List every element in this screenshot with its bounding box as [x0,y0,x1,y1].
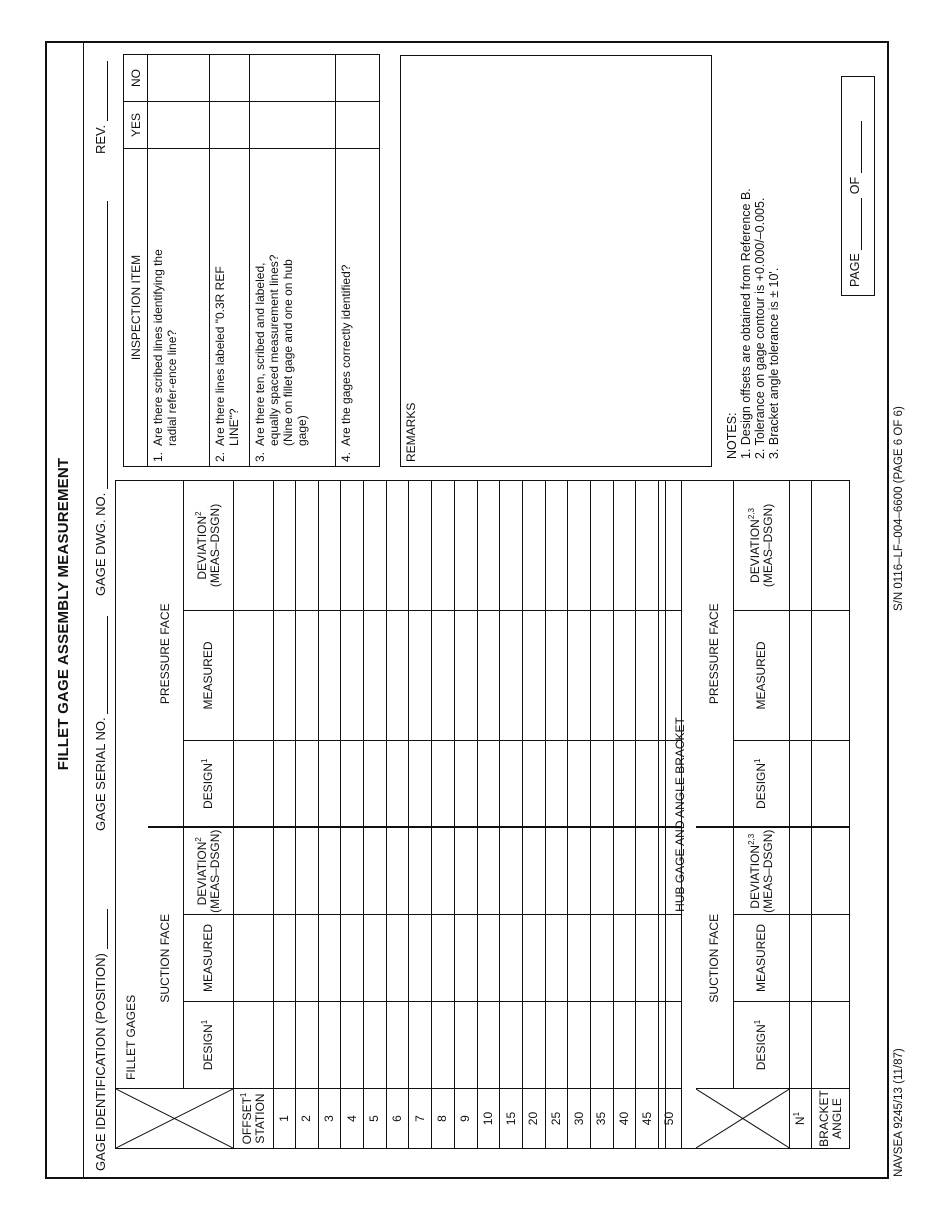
hub-cell[interactable] [790,741,812,828]
hub-pressure-measured-header: MEASURED [734,611,790,741]
measurement-cell[interactable] [500,915,523,1002]
inspection-no-cell[interactable] [250,55,336,102]
fillet-pressure-face-header: PRESSURE FACE [148,480,184,827]
notes-title: NOTES: [725,412,739,459]
hub-cell[interactable] [790,611,812,741]
rev-label: REV. [93,124,108,154]
page-label: PAGE [848,253,862,287]
form-title: FILLET GAGE ASSEMBLY MEASUREMENT [55,457,72,771]
hub-cell[interactable] [812,1002,850,1089]
inspection-item: 4.Are the gages correctly identified? [336,149,380,467]
station-row [409,480,432,1148]
measurement-cell[interactable] [477,1002,500,1089]
measurement-cell[interactable] [613,915,636,1002]
measurement-cell[interactable] [234,741,274,828]
measurement-cell[interactable] [522,741,545,828]
fillet-gages-table [115,480,682,1149]
measurement-cell[interactable] [409,915,432,1002]
station-row [274,480,296,1148]
station-label: 50 [659,1089,682,1149]
measurement-cell[interactable] [234,1002,274,1089]
remarks-box[interactable] [400,55,712,467]
hub-cell[interactable] [812,611,850,741]
measurement-cell[interactable] [318,1002,341,1089]
station-row [545,480,568,1148]
inspection-yes-cell[interactable] [250,102,336,149]
fillet-suction-measured-header: MEASURED [184,915,234,1002]
hub-cell[interactable] [812,480,850,610]
station-row [432,480,455,1148]
measurement-cell[interactable] [613,480,636,610]
hub-cell[interactable] [812,741,850,828]
station-label: 8 [432,1089,455,1149]
measurement-cell[interactable] [341,828,364,915]
gage-serial-field[interactable] [93,616,108,831]
station-row [386,480,409,1148]
station-label: 2 [296,1089,319,1149]
measurement-cell[interactable] [386,1002,409,1089]
fillet-pressure-deviation-header: DEVIATION$^2$ (MEAS–DSGN) [184,480,234,610]
hub-row-n-label: $N^1$ [790,1089,812,1149]
station-label: 40 [613,1089,636,1149]
measurement-cell[interactable] [409,480,432,610]
measurement-cell[interactable] [274,828,296,915]
inspection-no-cell[interactable] [148,55,210,102]
measurement-cell[interactable] [409,828,432,915]
station-row [568,480,591,1148]
measurement-cell[interactable] [500,480,523,610]
fillet-pressure-measured-header: MEASURED [184,611,234,741]
measurement-cell[interactable] [545,1002,568,1089]
measurement-cell[interactable] [454,611,477,741]
measurement-cell[interactable] [477,480,500,610]
inspection-no-cell[interactable] [336,55,380,102]
page-total-blank[interactable] [849,121,862,173]
measurement-cell[interactable] [386,915,409,1002]
measurement-cell[interactable] [274,915,296,1002]
footer-stock-number: S/N 0116–LF–004–6600 (PAGE 6 OF 6) [893,406,905,611]
measurement-cell[interactable] [522,1002,545,1089]
hub-pressure-design-header: DESIGN$^1$ [734,741,790,828]
measurement-cell[interactable] [477,828,500,915]
measurement-cell[interactable] [234,828,274,915]
measurement-cell[interactable] [613,828,636,915]
hub-suction-deviation-header: DEVIATION$^{2,3}$ (MEAS–DSGN) [734,828,790,915]
measurement-cell[interactable] [274,611,296,741]
measurement-cell[interactable] [432,1002,455,1089]
measurement-cell[interactable] [568,741,591,828]
measurement-cell[interactable] [274,741,296,828]
hub-suction-face-header: SUCTION FACE [696,828,734,1089]
measurement-cell[interactable] [500,828,523,915]
measurement-cell[interactable] [545,611,568,741]
fillet-gages-title: FILLET GAGES [116,480,148,1088]
page-of-box [841,76,875,296]
page-number-blank[interactable] [849,198,862,250]
station-label: 4 [341,1089,364,1149]
cross-mark-icon [696,1089,790,1148]
station-row [590,480,613,1148]
station-label: 20 [522,1089,545,1149]
fillet-suction-deviation-header: DEVIATION$^2$ (MEAS–DSGN) [184,828,234,915]
hub-suction-design-header: DESIGN$^1$ [734,1002,790,1089]
cross-mark-icon [116,1089,233,1148]
offset-station-header: OFFSET$^1$ STATION [234,1089,274,1149]
measurement-cell[interactable] [341,915,364,1002]
hub-row-bracket [812,480,850,1148]
measurement-cell[interactable] [568,915,591,1002]
measurement-cell[interactable] [432,915,455,1002]
measurement-cell[interactable] [454,741,477,828]
measurement-cell[interactable] [590,1002,613,1089]
rev-field[interactable] [93,61,108,154]
measurement-cell[interactable] [522,611,545,741]
station-row [613,480,636,1148]
hub-gage-title: HUB GAGE AND ANGLE BRACKET [666,480,696,1148]
measurement-cell[interactable] [409,611,432,741]
measurement-cell[interactable] [568,480,591,610]
note-2: 2. Tolerance on gage contour is +0.000/–0.005. [753,197,767,459]
inspection-row [250,55,336,467]
measurement-cell[interactable] [636,1002,659,1089]
measurement-cell[interactable] [386,480,409,610]
measurement-cell[interactable] [274,1002,296,1089]
measurement-cell[interactable] [318,915,341,1002]
hub-row-bracket-label: BRACKET ANGLE [812,1089,850,1149]
inspection-table [123,54,380,467]
of-label: OF [848,176,862,195]
measurement-cell[interactable] [386,611,409,741]
station-row [477,480,500,1148]
station-row [454,480,477,1148]
measurement-cell[interactable] [364,915,387,1002]
station-label: 25 [545,1089,568,1149]
measurement-cell[interactable] [568,611,591,741]
station-row [296,480,319,1148]
station-row [500,480,523,1148]
measurement-cell[interactable] [386,741,409,828]
station-label: 6 [386,1089,409,1149]
station-row [364,480,387,1148]
station-row [522,480,545,1148]
measurement-cell[interactable] [409,1002,432,1089]
form-page [45,39,905,1189]
hub-cell[interactable] [790,828,812,915]
fillet-corner-cell [116,1089,234,1149]
station-label: 30 [568,1089,591,1149]
inspection-yes-cell[interactable] [210,102,250,149]
gage-dwg-label: GAGE DWG. NO. [93,492,108,596]
hub-cell[interactable] [790,915,812,1002]
measurement-cell[interactable] [432,611,455,741]
measurement-cell[interactable] [432,480,455,610]
measurement-cell[interactable] [477,741,500,828]
station-label: 15 [500,1089,523,1149]
hub-gage-table [665,480,850,1149]
measurement-cell[interactable] [454,915,477,1002]
hub-corner-cell [696,1089,790,1149]
hub-cell[interactable] [812,828,850,915]
station-label: 5 [364,1089,387,1149]
measurement-cell[interactable] [522,915,545,1002]
measurement-cell[interactable] [590,480,613,610]
offset-station-header-row [234,480,274,1148]
measurement-cell[interactable] [364,480,387,610]
inspection-item: 1.Are there scribed lines identifying the radial refer-ence line? [148,149,210,467]
measurement-cell[interactable] [477,915,500,1002]
notes-block [725,188,781,459]
hub-pressure-deviation-header: DEVIATION$^{2,3}$ (MEAS–DSGN) [734,480,790,610]
measurement-cell[interactable] [636,741,659,828]
gage-identification-blank[interactable] [95,909,108,949]
measurement-cell[interactable] [568,828,591,915]
measurement-cell[interactable] [545,480,568,610]
gage-identification-label: GAGE IDENTIFICATION (POSITION) [93,953,108,1171]
station-row [341,480,364,1148]
station-row [318,480,341,1148]
station-row [636,480,659,1148]
measurement-cell[interactable] [274,480,296,610]
station-label: 7 [409,1089,432,1149]
hub-cell[interactable] [790,1002,812,1089]
note-3: 3. Bracket angle tolerance is ± 10'. [767,267,781,459]
measurement-cell[interactable] [318,611,341,741]
measurement-cell[interactable] [296,1002,319,1089]
measurement-cell[interactable] [590,915,613,1002]
inspection-item: 3.Are there ten, scribed and labeled, equally spaced measurement lines? (Nine on fillet gage and one on hub gage) [250,149,336,467]
hub-suction-measured-header: MEASURED [734,915,790,1002]
measurement-cell[interactable] [234,611,274,741]
fillet-suction-face-header: SUCTION FACE [148,828,184,1089]
measurement-cell[interactable] [477,611,500,741]
measurement-cell[interactable] [522,828,545,915]
gage-dwg-field[interactable] [93,201,108,596]
gage-serial-blank[interactable] [95,616,108,714]
measurement-cell[interactable] [590,828,613,915]
measurement-cell[interactable] [500,611,523,741]
measurement-cell[interactable] [296,611,319,741]
measurement-cell[interactable] [341,741,364,828]
measurement-cell[interactable] [318,741,341,828]
station-label: 10 [477,1089,500,1149]
measurement-cell[interactable] [341,480,364,610]
measurement-cell[interactable] [386,828,409,915]
measurement-cell[interactable] [500,741,523,828]
inspection-row [336,55,380,467]
measurement-cell[interactable] [636,611,659,741]
inspection-item: 2.Are there lines labeled "0.3R REF LINE"? [210,149,250,467]
hub-cell[interactable] [812,915,850,1002]
measurement-cell[interactable] [234,915,274,1002]
measurement-cell[interactable] [432,828,455,915]
inspection-item-header: INSPECTION ITEM [124,149,148,467]
measurement-cell[interactable] [590,611,613,741]
inspection-row [148,55,210,467]
measurement-cell[interactable] [454,480,477,610]
fillet-suction-design-header: DESIGN$^1$ [184,1002,234,1089]
station-label: 35 [590,1089,613,1149]
inspection-no-header: NO [124,55,148,102]
measurement-cell[interactable] [636,915,659,1002]
measurement-cell[interactable] [341,611,364,741]
measurement-cell[interactable] [613,1002,636,1089]
inspection-yes-cell[interactable] [148,102,210,149]
footer-form-number: NAVSEA 9245/13 (11/87) [893,1048,905,1177]
measurement-cell[interactable] [409,741,432,828]
measurement-cell[interactable] [296,480,319,610]
measurement-cell[interactable] [296,828,319,915]
inspection-yes-header: YES [124,102,148,149]
measurement-cell[interactable] [636,828,659,915]
measurement-cell[interactable] [296,741,319,828]
inspection-row [210,55,250,467]
measurement-cell[interactable] [613,741,636,828]
measurement-cell[interactable] [364,1002,387,1089]
hub-row-n [790,480,812,1148]
inspection-yes-cell[interactable] [336,102,380,149]
rev-blank[interactable] [95,61,108,121]
measurement-cell[interactable] [568,1002,591,1089]
measurement-cell[interactable] [318,480,341,610]
measurement-cell[interactable] [522,480,545,610]
station-label: 3 [318,1089,341,1149]
gage-serial-label: GAGE SERIAL NO. [93,717,108,831]
measurement-cell[interactable] [545,915,568,1002]
measurement-cell[interactable] [613,611,636,741]
gage-dwg-blank[interactable] [95,201,108,489]
measurement-cell[interactable] [318,828,341,915]
measurement-cell[interactable] [364,828,387,915]
measurement-cell[interactable] [234,480,274,610]
fillet-pressure-design-header: DESIGN$^1$ [184,741,234,828]
measurement-cell[interactable] [500,1002,523,1089]
hub-cell[interactable] [790,480,812,610]
note-1: 1. Design offsets are obtained from Reference B. [739,188,753,459]
station-label: 1 [274,1089,296,1149]
inspection-no-cell[interactable] [210,55,250,102]
measurement-cell[interactable] [364,741,387,828]
measurement-cell[interactable] [454,828,477,915]
measurement-cell[interactable] [432,741,455,828]
measurement-cell[interactable] [590,741,613,828]
hub-pressure-face-header: PRESSURE FACE [696,480,734,827]
gage-identification-field[interactable] [93,909,108,1171]
measurement-cell[interactable] [364,611,387,741]
measurement-cell[interactable] [545,828,568,915]
measurement-cell[interactable] [296,915,319,1002]
station-label: 45 [636,1089,659,1149]
station-label: 9 [454,1089,477,1149]
measurement-cell[interactable] [636,480,659,610]
measurement-cell[interactable] [545,741,568,828]
title-divider [83,41,84,1179]
measurement-cell[interactable] [341,1002,364,1089]
remarks-label: REMARKS [404,402,418,462]
measurement-cell[interactable] [454,1002,477,1089]
